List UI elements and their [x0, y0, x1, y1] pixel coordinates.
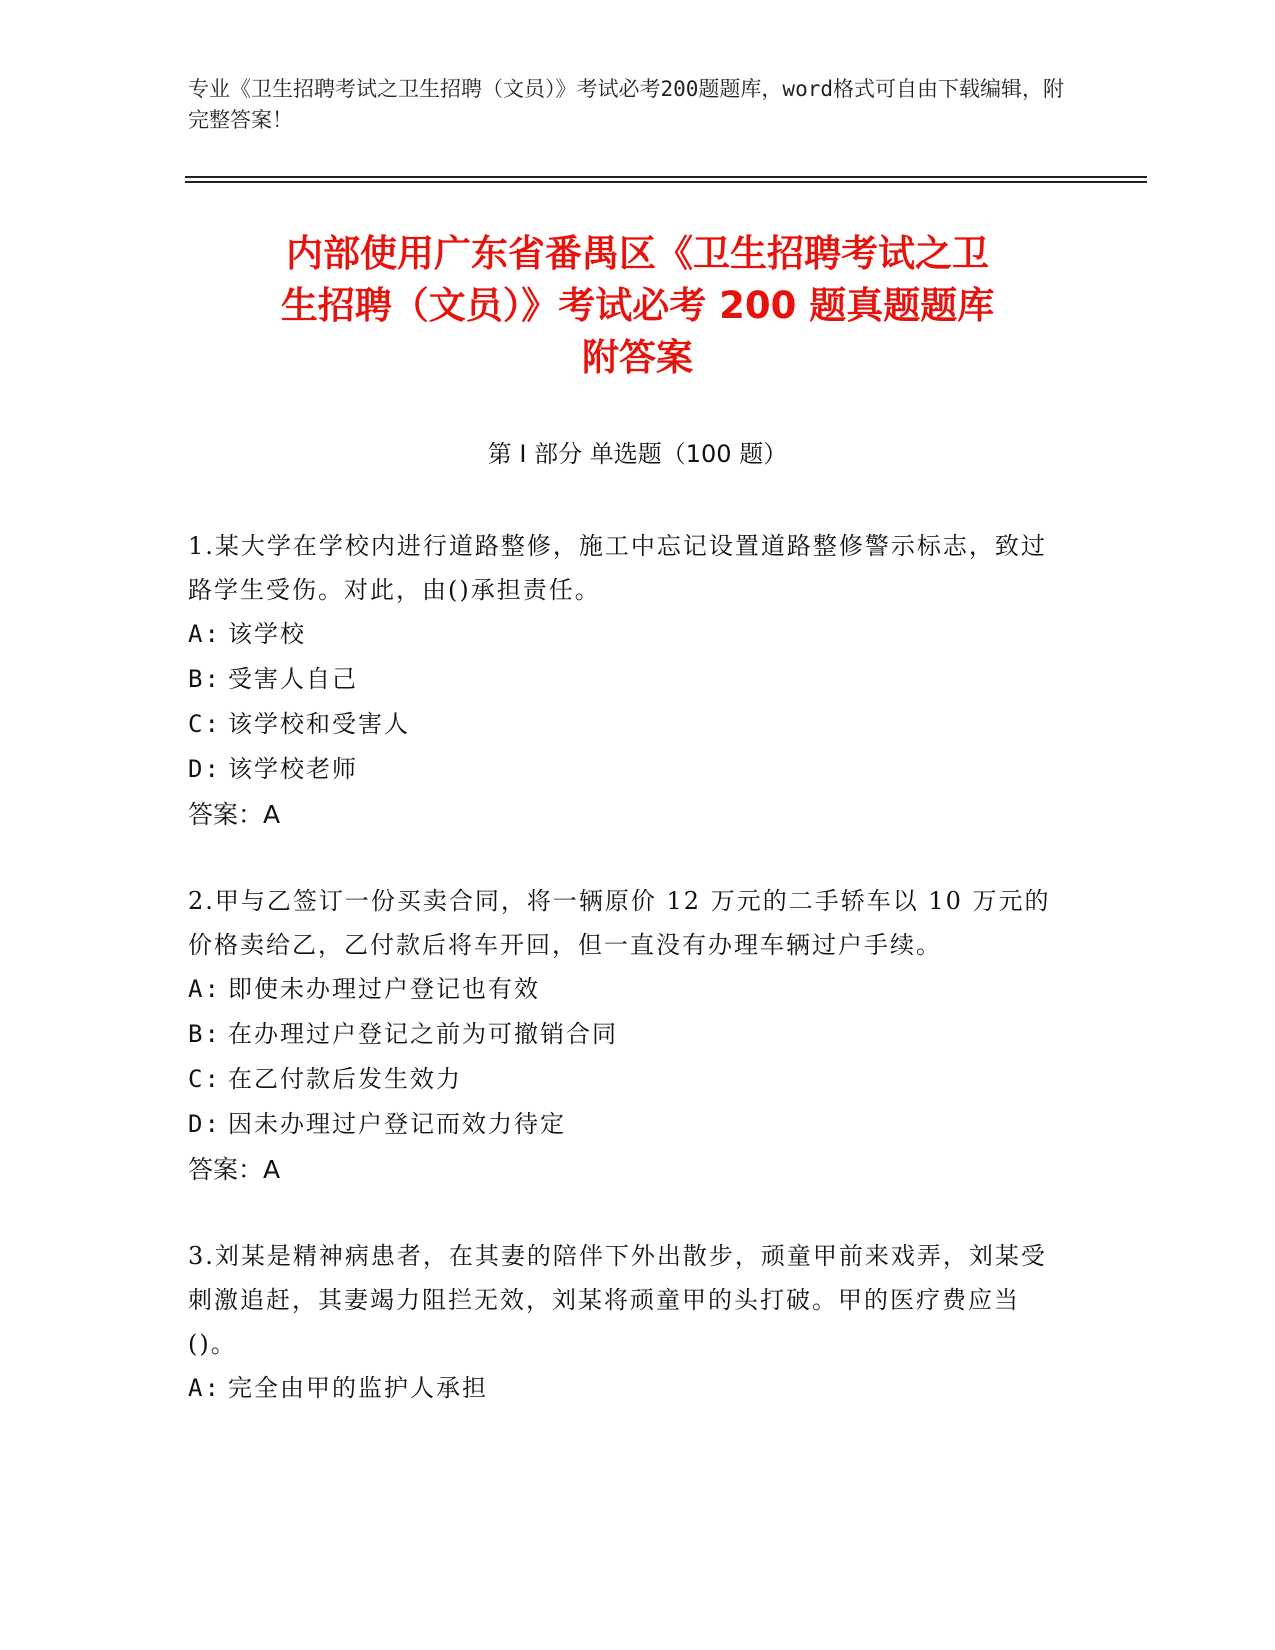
header-divider-bottom [185, 181, 1147, 183]
title-line: 附答案 [582, 336, 693, 379]
question-list [188, 524, 1068, 1453]
question-2 [188, 879, 1068, 1192]
option-text: 在乙付款后发生效力 [228, 1065, 462, 1093]
option-text: 该学校 [228, 620, 306, 648]
option-letter: B: [188, 665, 221, 693]
option-text: 即使未办理过户登记也有效 [228, 975, 540, 1003]
option-letter: A: [188, 1374, 221, 1402]
option-letter: B: [188, 1020, 221, 1048]
question-stem: 3.刘某是精神病患者，在其妻的陪伴下外出散步，顽童甲前来戏弄，刘某受刺激追赶，其妻竭力阻拦无效，刘某将顽童甲的头打破。甲的医疗费应当()。 [188, 1242, 1047, 1358]
option-text: 该学校老师 [228, 755, 358, 783]
option-letter: A: [188, 620, 221, 648]
question-1 [188, 524, 1068, 837]
option-letter: A: [188, 975, 221, 1003]
option-text: 受害人自己 [228, 665, 358, 693]
option-text: 该学校和受害人 [228, 710, 410, 738]
title-line: 生招聘（文员）》考试必考 200 题真题题库 [280, 284, 995, 327]
answer-label: 答案：A [188, 1155, 281, 1184]
option-text: 因未办理过户登记而效力待定 [228, 1110, 566, 1138]
option-letter: C: [188, 710, 221, 738]
option-letter: C: [188, 1065, 221, 1093]
question-stem: 1.某大学在学校内进行道路整修，施工中忘记设置道路整修警示标志，致过路学生受伤。对此，由()承担责任。 [188, 532, 1047, 604]
section-title: 第 I 部分 单选题（100 题） [487, 440, 788, 468]
question-3 [188, 1234, 1068, 1411]
header-divider-top [185, 176, 1147, 178]
option-letter: D: [188, 755, 221, 783]
option-text: 在办理过户登记之前为可撤销合同 [228, 1020, 618, 1048]
option-c [188, 1057, 1068, 1102]
option-d [188, 747, 1068, 792]
option-a [188, 1366, 1068, 1411]
option-a [188, 967, 1068, 1012]
header-intro: 专业《卫生招聘考试之卫生招聘（文员）》考试必考200题题库，word格式可自由下载编辑，附完整答案！ [188, 77, 1064, 132]
option-c [188, 702, 1068, 747]
document-title [180, 228, 1095, 384]
answer-label: 答案：A [188, 800, 281, 829]
title-line: 内部使用广东省番禺区《卫生招聘考试之卫 [286, 232, 989, 275]
option-text: 完全由甲的监护人承担 [228, 1374, 488, 1402]
option-a [188, 612, 1068, 657]
option-b [188, 1012, 1068, 1057]
question-stem: 2.甲与乙签订一份买卖合同，将一辆原价 12 万元的二手轿车以 10 万元的价格卖给乙，乙付款后将车开回，但一直没有办理车辆过户手续。 [188, 887, 1051, 959]
option-letter: D: [188, 1110, 221, 1138]
option-d [188, 1102, 1068, 1147]
option-b [188, 657, 1068, 702]
